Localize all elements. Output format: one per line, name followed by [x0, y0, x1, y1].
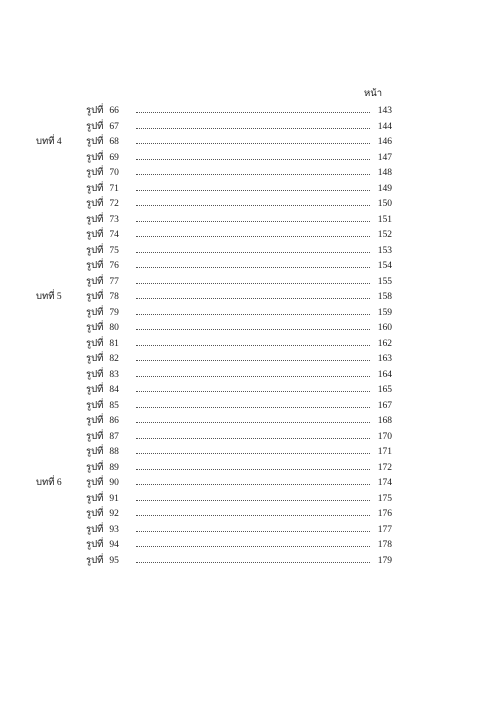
- dot-leader: [136, 128, 370, 129]
- figure-label: รูปที่: [86, 540, 104, 550]
- figure-caption: [86, 229, 119, 241]
- list-item: [0, 477, 480, 493]
- figure-label: รูปที่: [86, 447, 104, 457]
- figure-number: 77: [109, 276, 119, 287]
- list-item: [0, 462, 480, 478]
- list-item: [0, 136, 480, 152]
- page-number: 174: [377, 478, 392, 488]
- figure-label: รูปที่: [86, 478, 104, 488]
- figure-label: รูปที่: [86, 245, 104, 256]
- page-number: 172: [377, 462, 392, 473]
- list-item: [0, 508, 480, 524]
- dot-leader: [136, 391, 370, 392]
- figure-caption: [86, 415, 119, 427]
- figure-label: รูปที่: [86, 354, 104, 364]
- figure-caption: [86, 291, 119, 303]
- dot-leader: [136, 453, 370, 454]
- page-number: 163: [377, 354, 392, 364]
- page-number: 175: [377, 493, 392, 504]
- figure-number: 85: [109, 400, 119, 411]
- figure-caption: [86, 167, 119, 179]
- dot-leader: [136, 422, 370, 423]
- page-number: 152: [377, 230, 392, 240]
- page-number: 164: [377, 369, 392, 380]
- figure-label: รูปที่: [86, 369, 104, 380]
- dot-leader: [136, 283, 370, 284]
- dot-leader: [136, 484, 370, 485]
- figure-label: รูปที่: [86, 168, 104, 178]
- page-number: 146: [377, 137, 392, 147]
- page-number: 159: [377, 307, 392, 318]
- dot-leader: [136, 298, 370, 299]
- figure-label: รูปที่: [86, 137, 104, 147]
- dot-leader: [136, 112, 370, 113]
- figure-label: รูปที่: [86, 400, 104, 411]
- page-number: 158: [377, 292, 392, 302]
- page-number: 150: [377, 199, 392, 209]
- figure-caption: [86, 136, 119, 148]
- dot-leader: [136, 407, 370, 408]
- figure-label: รูปที่: [86, 431, 104, 442]
- list-item: [0, 524, 480, 540]
- page-number: 154: [377, 261, 392, 271]
- figure-label: รูปที่: [86, 524, 104, 535]
- list-item: [0, 493, 480, 509]
- figure-label: รูปที่: [86, 152, 104, 163]
- figure-number: 95: [109, 555, 119, 566]
- page-number: 162: [377, 338, 392, 349]
- figure-number: 66: [109, 106, 119, 116]
- figure-number: 79: [109, 307, 119, 318]
- figure-caption: [86, 245, 119, 257]
- list-item: [0, 384, 480, 400]
- figure-caption: [86, 462, 119, 474]
- figure-number: 88: [109, 447, 119, 457]
- page-number: 171: [377, 447, 392, 457]
- page-number: 176: [377, 509, 392, 519]
- list-item: [0, 539, 480, 555]
- list-item: [0, 291, 480, 307]
- dot-leader: [136, 143, 370, 144]
- figure-label: รูปที่: [86, 214, 104, 225]
- dot-leader: [136, 236, 370, 237]
- dot-leader: [136, 438, 370, 439]
- figure-caption: [86, 400, 119, 412]
- dot-leader: [136, 360, 370, 361]
- dot-leader: [136, 376, 370, 377]
- page-number: 160: [377, 323, 392, 333]
- figure-caption: [86, 524, 119, 536]
- list-item: [0, 431, 480, 447]
- figure-number: 93: [109, 524, 119, 535]
- page-column-header: หน้า: [364, 89, 383, 99]
- figure-caption: [86, 446, 119, 458]
- figure-number: 90: [109, 478, 119, 488]
- dot-leader: [136, 174, 370, 175]
- figure-caption: [86, 105, 119, 117]
- list-item: [0, 353, 480, 369]
- figure-caption: [86, 322, 119, 334]
- figure-number: 89: [109, 462, 119, 473]
- list-item: [0, 369, 480, 385]
- list-item: [0, 307, 480, 323]
- figure-number: 71: [109, 183, 119, 194]
- figure-number: 81: [109, 338, 119, 349]
- chapter-label: บทที่ 5: [36, 292, 62, 302]
- page-number: 179: [377, 555, 392, 566]
- page-number: 144: [377, 121, 392, 132]
- figure-label: รูปที่: [86, 121, 104, 132]
- page-number: 148: [377, 168, 392, 178]
- list-item: [0, 276, 480, 292]
- dot-leader: [136, 546, 370, 547]
- figure-caption: [86, 307, 119, 319]
- dot-leader: [136, 500, 370, 501]
- figure-number: 86: [109, 416, 119, 426]
- figure-label: รูปที่: [86, 276, 104, 287]
- figure-number: 70: [109, 168, 119, 178]
- figure-number: 80: [109, 323, 119, 333]
- figure-label: รูปที่: [86, 555, 104, 566]
- page-number: 178: [377, 540, 392, 550]
- page-number: 153: [377, 245, 392, 256]
- list-item: [0, 400, 480, 416]
- figure-number: 87: [109, 431, 119, 442]
- figure-number: 94: [109, 540, 119, 550]
- figure-label: รูปที่: [86, 338, 104, 349]
- page-number: 151: [377, 214, 392, 225]
- figure-caption: [86, 384, 119, 396]
- figure-label: รูปที่: [86, 261, 104, 271]
- page-number: 170: [377, 431, 392, 442]
- figure-caption: [86, 152, 119, 164]
- dot-leader: [136, 345, 370, 346]
- figure-caption: [86, 508, 119, 520]
- dot-leader: [136, 562, 370, 563]
- list-item: [0, 245, 480, 261]
- figure-caption: [86, 353, 119, 365]
- list-item: [0, 229, 480, 245]
- figure-label: รูปที่: [86, 106, 104, 116]
- figure-label: รูปที่: [86, 307, 104, 318]
- list-item: [0, 183, 480, 199]
- figure-caption: [86, 338, 119, 350]
- figure-label: รูปที่: [86, 493, 104, 504]
- figure-number: 69: [109, 152, 119, 163]
- figure-caption: [86, 121, 119, 133]
- figure-caption: [86, 477, 119, 489]
- page-number: 167: [377, 400, 392, 411]
- figure-label: รูปที่: [86, 416, 104, 426]
- figure-number: 78: [109, 292, 119, 302]
- figure-label: รูปที่: [86, 323, 104, 333]
- figure-label: รูปที่: [86, 385, 104, 395]
- list-item: [0, 105, 480, 121]
- figure-number: 91: [109, 493, 119, 504]
- figure-label: รูปที่: [86, 462, 104, 473]
- figure-caption: [86, 214, 119, 226]
- list-item: [0, 121, 480, 137]
- list-item: [0, 214, 480, 230]
- dot-leader: [136, 531, 370, 532]
- figure-number: 72: [109, 199, 119, 209]
- dot-leader: [136, 329, 370, 330]
- figure-number: 68: [109, 137, 119, 147]
- dot-leader: [136, 221, 370, 222]
- figure-label: รูปที่: [86, 292, 104, 302]
- page-number: 177: [377, 524, 392, 535]
- figure-number: 67: [109, 121, 119, 132]
- figure-caption: [86, 539, 119, 551]
- page-number: 149: [377, 183, 392, 194]
- dot-leader: [136, 469, 370, 470]
- figure-number: 83: [109, 369, 119, 380]
- list-item: [0, 322, 480, 338]
- dot-leader: [136, 252, 370, 253]
- dot-leader: [136, 205, 370, 206]
- figure-number: 75: [109, 245, 119, 256]
- figure-caption: [86, 276, 119, 288]
- dot-leader: [136, 190, 370, 191]
- page-number: 168: [377, 416, 392, 426]
- figure-caption: [86, 198, 119, 210]
- figure-number: 74: [109, 230, 119, 240]
- figure-caption: [86, 431, 119, 443]
- figure-number: 82: [109, 354, 119, 364]
- chapter-label: บทที่ 4: [36, 137, 62, 147]
- figure-number: 76: [109, 261, 119, 271]
- chapter-label: บทที่ 6: [36, 478, 62, 488]
- page-number: 147: [377, 152, 392, 163]
- figure-caption: [86, 369, 119, 381]
- figure-number: 73: [109, 214, 119, 225]
- figure-number: 92: [109, 509, 119, 519]
- figure-caption: [86, 555, 119, 567]
- page-number: 165: [377, 385, 392, 395]
- figure-label: รูปที่: [86, 509, 104, 519]
- list-item: [0, 338, 480, 354]
- dot-leader: [136, 267, 370, 268]
- figure-caption: [86, 183, 119, 195]
- figure-number: 84: [109, 385, 119, 395]
- figure-label: รูปที่: [86, 230, 104, 240]
- list-item: [0, 415, 480, 431]
- list-item: [0, 260, 480, 276]
- list-item: [0, 446, 480, 462]
- list-item: [0, 555, 480, 571]
- page-number: 155: [377, 276, 392, 287]
- figure-label: รูปที่: [86, 183, 104, 194]
- figure-list: [0, 105, 480, 570]
- list-item: [0, 198, 480, 214]
- dot-leader: [136, 314, 370, 315]
- list-item: [0, 152, 480, 168]
- figure-caption: [86, 493, 119, 505]
- page-number: 143: [377, 106, 392, 116]
- list-item: [0, 167, 480, 183]
- figure-label: รูปที่: [86, 199, 104, 209]
- dot-leader: [136, 159, 370, 160]
- dot-leader: [136, 515, 370, 516]
- figure-caption: [86, 260, 119, 272]
